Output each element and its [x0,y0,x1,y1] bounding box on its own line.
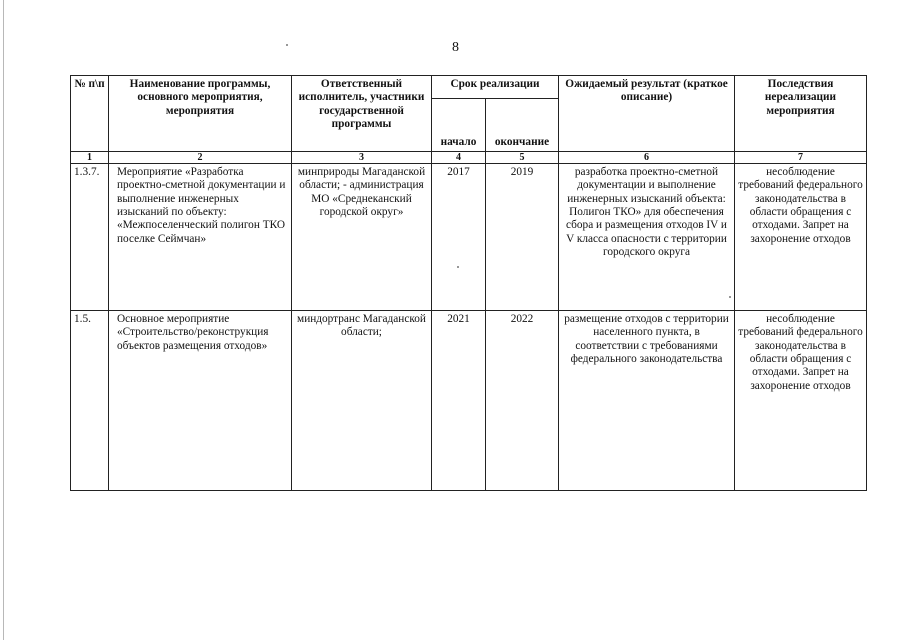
header-num: № п\п [71,76,109,152]
column-number: 6 [559,152,735,164]
responsible-executor: миндортранс Магаданской области; [292,311,432,491]
expected-result: размещение отходов с территории населенного пункта, в соответствии с требованиями федерального законодательства [559,311,735,491]
row-number: 1.5. [71,311,109,491]
table-header-row [71,76,867,99]
column-number: 2 [109,152,292,164]
end-year: 2019 [486,164,559,311]
non-implementation-consequences: несоблюдение требований федерального законодательства в области обращения с отходами. Запрет на захоронение отходов [735,311,867,491]
column-number: 7 [735,152,867,164]
responsible-executor: минприроды Магаданской области; - администрация МО «Среднеканский городской округ» [292,164,432,311]
page-number: 8 [452,40,459,55]
expected-result: разработка проектно-сметной документации и выполнение инженерных изысканий объекта: Полигон ТКО» для обеспечения сбора и размещения отходов IV и V класса опасности с территории городского округа [559,164,735,311]
column-numbers-row [71,152,867,164]
end-year: 2022 [486,311,559,491]
header-executor: Ответственный исполнитель, участники государственной программы [292,76,432,152]
page-edge-line [3,0,4,640]
row-number: 1.3.7. [71,164,109,311]
program-activities-table [70,75,867,491]
start-year: 2017 [432,164,486,311]
header-name: Наименование программы, основного мероприятия, мероприятия [109,76,292,152]
scan-speck [286,44,288,46]
header-end: окончание [486,99,559,152]
activity-name: Мероприятие «Разработка проектно-сметной документации и выполнение инженерных изысканий по объекту: «Межпоселенческий полигон ТКО поселке Сеймчан» [109,164,292,311]
column-number: 1 [71,152,109,164]
header-term: Срок реализации [432,76,559,99]
header-result: Ожидаемый результат (краткое описание) [559,76,735,152]
table-row [71,311,867,491]
column-number: 5 [486,152,559,164]
header-start: начало [432,99,486,152]
activity-name: Основное мероприятие «Строительство/реконструкция объектов размещения отходов» [109,311,292,491]
header-consequences: Последствия нереализации мероприятия [735,76,867,152]
column-number: 4 [432,152,486,164]
start-year: 2021 [432,311,486,491]
table-row [71,164,867,311]
non-implementation-consequences: несоблюдение требований федерального законодательства в области обращения с отходами. Запрет на захоронение отходов [735,164,867,311]
column-number: 3 [292,152,432,164]
